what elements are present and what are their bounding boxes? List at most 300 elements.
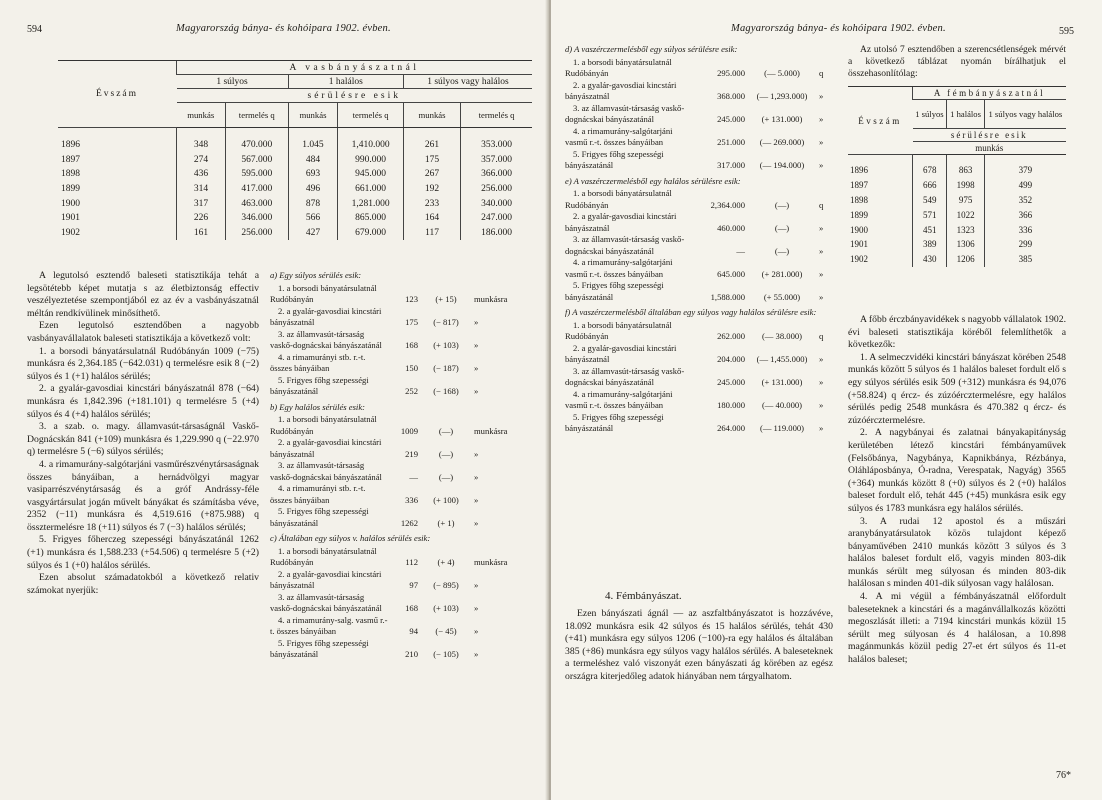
entry-value: 368.000 <box>717 91 745 101</box>
entry-name: 3. az államvasút-társaság vaskő-dognácskai bányászatánál <box>565 365 685 387</box>
entry-values <box>701 223 833 235</box>
table-row <box>58 153 532 168</box>
entry-value: 460.000 <box>717 222 745 233</box>
entry-value: 94 <box>409 626 418 636</box>
entry-unit: » <box>474 386 479 396</box>
entry-unit: » <box>819 160 824 170</box>
list-item <box>565 343 833 366</box>
entry-name: 1. a borsodi bányatársulatnál Rudóbányán <box>270 545 377 567</box>
entry-name: 2. a gyalár-gavosdiai kincstári bányászatnál <box>565 342 677 364</box>
serulesre-esik: sérülésre esik <box>177 89 533 103</box>
value-cell: 233 <box>403 196 460 211</box>
entry-values <box>380 495 532 507</box>
entry-value: 210 <box>405 649 418 659</box>
entry-name: 5. Frigyes főhg szepességi bányászatánál <box>565 411 664 433</box>
value-cell: 247.000 <box>461 211 532 226</box>
entry-value: 168 <box>405 340 418 350</box>
entry-unit: munkásra <box>474 557 508 567</box>
entry-unit: » <box>474 649 479 659</box>
unit-header: termelés q <box>225 103 288 128</box>
section-title-fem: 4. Fémbányászat. <box>605 590 682 602</box>
list-item <box>565 211 833 234</box>
entry-unit: » <box>474 448 479 459</box>
entry-unit: » <box>819 354 824 364</box>
value-cell: 336 <box>984 222 1066 237</box>
paragraph: 3. A rudai 12 apostol és a műszári aranybányatársulatok közös tulajdont képező bányaművében 2410 munkás között 3 súlyos és 3 halálos baleset fordult elő, vagyis minden 803-dik munkás sérült meg súlyosan és minden 803-dik halálosan s minden 401-dik súlyosan vagy halálosan. <box>848 515 1066 590</box>
subgroup-halalos: 1 halálos <box>947 100 984 129</box>
serulesre-esik: sérülésre esik <box>913 129 1067 142</box>
value-cell: 571 <box>913 207 947 222</box>
entry-change: (− 105) <box>433 649 459 659</box>
entry-name: 4. a rimamurány-salgótarjáni vasmű r.-t. összes bányáiban <box>565 125 673 147</box>
value-cell: 317 <box>177 196 226 211</box>
signature-mark: 76* <box>1056 770 1071 781</box>
col-evszam: Évszám <box>58 61 177 128</box>
entry-values <box>701 292 833 304</box>
entry-change: (— 269.000) <box>759 137 805 147</box>
entry-values <box>701 137 833 149</box>
entry-value: — <box>409 471 418 482</box>
entry-change: (—) <box>774 222 790 233</box>
unit-header: munkás <box>177 103 226 128</box>
year-cell: 1901 <box>61 213 80 224</box>
paragraph: Ezen bányászati ágnál — az aszfaltbányászatot is hozzávéve, 18.092 munkásra esik 42 súlyos és 15 halálos sérülés, tehát 430 (+41) munkásra egy súlyos 1206 (−100)-ra egy halálos és általában 385 (+86) munkásra egy súlyos vagy halálos sérülés. A baleseteknek a termeléshez való viszonyát ezen bányászati ág körében az egész országra kiterjedőleg adatok hiányában nem tárgyalhatom. <box>565 608 833 682</box>
year-cell: 1899 <box>850 209 868 220</box>
list-item <box>565 234 833 257</box>
metal-mining-table <box>848 86 1066 267</box>
ore-production-list <box>565 44 833 435</box>
entry-change: (— 194.000) <box>759 160 805 170</box>
unit-header: termelés q <box>338 103 404 128</box>
value-cell: 863 <box>947 155 984 178</box>
value-cell: 261 <box>403 128 460 153</box>
list-item <box>565 188 833 211</box>
entry-change: (− 187) <box>433 363 459 373</box>
entry-values <box>701 354 833 366</box>
entry-name: 5. Frigyes főhg szepességi bányászatánál <box>565 148 664 170</box>
paragraph: 1. A selmeczvidéki kincstári bányászat körében 2548 munkás között 5 súlyos és 1 halálos baleset fordult elő s egy súlyos sérülés esik 509 (+312) munkásra és 94,076 (+58.824) q ércz- és zúzóércztermelésre, egy halálos sérülés pedig 2548 munkásra és 470.382 q ércz- és zúzóércztermelésre. <box>848 351 1066 426</box>
section-heading: d) A vaszérczermelésből egy súlyos sérülésre esik: <box>565 44 738 54</box>
section-heading: a) Egy súlyos sérülés esik: <box>270 270 362 280</box>
subgroup-sulyos-vagy-halalos: 1 súlyos vagy halálos <box>403 75 532 89</box>
entry-values <box>701 423 833 435</box>
entry-unit: » <box>474 471 479 482</box>
left-page <box>0 0 549 800</box>
year-cell: 1900 <box>61 198 80 209</box>
year-cell: 1902 <box>850 254 868 265</box>
entry-name: 1. a borsodi bányatársulatnál Rudóbányán <box>565 319 672 341</box>
entry-change: (+ 4) <box>437 557 455 567</box>
list-item <box>565 126 833 149</box>
entry-unit: » <box>819 91 824 101</box>
entry-values <box>701 91 833 103</box>
entry-name: 4. a rimamurány-salgótarjáni vasmű r.-t. összes bányáiban <box>565 388 673 410</box>
list-item <box>565 149 833 172</box>
entry-value: 2,364.000 <box>710 199 745 210</box>
value-cell: 346.000 <box>225 211 288 226</box>
value-cell: 366 <box>984 207 1066 222</box>
list-item <box>270 615 532 638</box>
entry-name: 3. az államvasút-társaság vaskő-dognácskai bányászatánál <box>565 102 685 124</box>
entry-change: (+ 103) <box>433 340 459 350</box>
entry-values <box>701 377 833 389</box>
list-item <box>270 306 532 329</box>
entry-change: (+ 55.000) <box>763 291 801 302</box>
entry-name: 5. Frigyes főhg szepességi bányászatánál <box>270 506 369 528</box>
unit-header: munkás <box>403 103 460 128</box>
list-item <box>565 412 833 435</box>
right-page <box>551 0 1102 800</box>
paragraph: 5. Frigyes főherczeg szepességi bányászatánál 1262 (+1) munkásra és 1,588.233 (+54.506) q termelésre 5 (+2) súlyos és 1 (+0) halálos sérülés. <box>27 534 259 571</box>
value-cell: 865.000 <box>338 211 404 226</box>
value-cell: 484 <box>288 153 338 168</box>
year-cell: 1901 <box>850 239 868 250</box>
page-number-right: 595 <box>1059 26 1074 37</box>
entry-name: 5. Frigyes főhg szepességi bányászatánál <box>565 280 664 302</box>
year-cell: 1902 <box>61 227 80 238</box>
value-cell: 366.000 <box>461 167 532 182</box>
value-cell: 353.000 <box>461 128 532 153</box>
entry-values <box>380 363 532 375</box>
entry-value: 204.000 <box>717 354 745 364</box>
entry-unit: munkásra <box>474 425 508 436</box>
subgroup-sulyos: 1 súlyos <box>913 100 947 129</box>
entry-unit: » <box>474 626 479 636</box>
table-row <box>848 155 1066 178</box>
value-cell: 678 <box>913 155 947 178</box>
entry-change: (+ 281.000) <box>761 268 803 279</box>
entry-values <box>701 246 833 258</box>
entry-values <box>701 400 833 412</box>
entry-name: 2. a gyalár-gavosdiai kincstári bányászatnál <box>270 437 382 459</box>
entry-name: 5. Frigyes főhg szepességi bányászatánál <box>270 374 369 396</box>
list-item <box>270 460 532 483</box>
entry-unit: » <box>474 494 479 505</box>
entry-unit: » <box>474 580 479 590</box>
entry-value: 262.000 <box>717 331 745 341</box>
entry-change: (— 119.000) <box>759 423 805 433</box>
section-heading: e) A vaszérczermelésből egy halálos sérülésre esik: <box>565 175 741 186</box>
entry-unit: » <box>819 400 824 410</box>
list-item <box>270 329 532 352</box>
table-row <box>848 178 1066 193</box>
entry-unit: » <box>819 137 824 147</box>
value-cell: 1022 <box>947 207 984 222</box>
value-cell: 314 <box>177 182 226 197</box>
list-item <box>270 352 532 375</box>
entry-values <box>701 269 833 281</box>
list-item <box>565 257 833 280</box>
entry-value: 252 <box>405 386 418 396</box>
value-cell: 274 <box>177 153 226 168</box>
section-heading: f) A vaszérczermelésből általában egy súlyos vagy halálos sérülésre esik: <box>565 307 817 317</box>
value-cell: 436 <box>177 167 226 182</box>
paragraph: Ezen absolut számadatokból a következő relativ számokat nyerjük: <box>27 572 259 596</box>
year-cell: 1896 <box>61 140 80 151</box>
entry-unit: q <box>819 68 824 78</box>
value-cell: 1306 <box>947 237 984 252</box>
paragraph: 2. a gyalár-gavosdiai kincstári bányászatnál 878 (−64) munkásra és 1,842.396 (+181.101) q termelésre 5 (+4) súlyos és 4 (+4) halálos sérülés; <box>27 383 259 420</box>
entry-values <box>380 518 532 530</box>
entry-change: (− 817) <box>433 317 459 327</box>
entry-change: (—) <box>438 448 454 459</box>
table-row <box>848 207 1066 222</box>
entry-unit: » <box>474 603 479 613</box>
running-head-right: Magyarország bánya- és kohóipara 1902. évben. <box>731 23 946 34</box>
entry-value: 112 <box>405 557 418 567</box>
paragraph: Ezen legutolsó esztendőben a nagyobb vasbányavállalatok baleseti statisztikája a következő volt: <box>27 320 259 344</box>
list-item <box>565 320 833 343</box>
list-item <box>270 569 532 592</box>
entry-name: 2. a gyalár-gavosdiai kincstári bányászatnál <box>270 568 382 590</box>
value-cell: 379 <box>984 155 1066 178</box>
entry-unit: » <box>474 340 479 350</box>
entry-change: (+ 131.000) <box>761 377 803 387</box>
value-cell: 566 <box>288 211 338 226</box>
value-cell: 499 <box>984 178 1066 193</box>
entry-values <box>380 449 532 461</box>
year-cell: 1899 <box>61 184 80 195</box>
year-cell: 1897 <box>61 154 80 165</box>
entry-name: 5. Frigyes főhg szepességi bányászatánál <box>270 637 369 659</box>
table-row <box>848 222 1066 237</box>
list-item <box>270 437 532 460</box>
entry-change: (− 895) <box>433 580 459 590</box>
value-cell: 1998 <box>947 178 984 193</box>
entry-value: 317.000 <box>717 160 745 170</box>
unit-header: munkás <box>288 103 338 128</box>
paragraph: 1. a borsodi bányatársulatnál Rudóbányán 1009 (−75) munkásra és 2,364.185 (−642.031) q termelésre esik 8 (−2) súlyos és 1 (+1) halálos sérülés; <box>27 345 259 382</box>
list-item <box>270 592 532 615</box>
entry-value: 97 <box>409 580 418 590</box>
year-cell: 1900 <box>850 224 868 235</box>
value-cell: 567.000 <box>225 153 288 168</box>
unit-header: termelés q <box>461 103 532 128</box>
entry-values <box>380 580 532 592</box>
entry-value: 245.000 <box>717 377 745 387</box>
value-cell: 417.000 <box>225 182 288 197</box>
table-row <box>58 182 532 197</box>
year-cell: 1896 <box>850 165 868 176</box>
entry-unit: » <box>819 114 824 124</box>
entry-value: 264.000 <box>717 423 745 433</box>
entry-change: (+ 15) <box>435 294 457 304</box>
paragraph: A legutolsó esztendő baleseti statisztikája tehát a legsötétebb képet mutatja s az életbiztonság effectiv veszélyeztetése szempontjából ez az év a vasbányászatnál méltán rendkívülinek minősíthető. <box>27 270 259 319</box>
entry-values <box>380 626 532 638</box>
iron-mining-table <box>58 60 532 240</box>
value-cell: 451 <box>913 222 947 237</box>
paragraph: 4. a rimamurány-salgótarjáni vasműrészvénytársaságnak összes bányáiban, a hernádvölgyi magyar vasiparrészvénytársaság és a gróf Andrássy-féle vasgyártársulat jogán művelt bányákat és számításba véve, 2352 (−11) munkásra és 4,519.616 (+875.988) q össztermelésre 18 (+11) súlyos és 7 (−3) halálos sérülés; <box>27 458 259 533</box>
table-row <box>848 252 1066 267</box>
value-cell: 1,281.000 <box>338 196 404 211</box>
entry-values <box>380 472 532 484</box>
value-cell: 945.000 <box>338 167 404 182</box>
value-cell: 299 <box>984 237 1066 252</box>
list-item <box>270 414 532 437</box>
value-cell: 496 <box>288 182 338 197</box>
value-cell: 164 <box>403 211 460 226</box>
entry-values <box>380 557 532 569</box>
entry-change: (— 40.000) <box>761 400 803 410</box>
value-cell: 348 <box>177 128 226 153</box>
entry-unit: q <box>819 331 824 341</box>
page-number-left: 594 <box>27 24 42 35</box>
value-cell: 1,410.000 <box>338 128 404 153</box>
entry-values <box>701 160 833 172</box>
value-cell: 549 <box>913 193 947 208</box>
unit-header: munkás <box>913 142 1067 155</box>
entry-unit: » <box>474 317 479 327</box>
list-item <box>270 506 532 529</box>
list-item <box>565 366 833 389</box>
entry-value: 180.000 <box>717 400 745 410</box>
entry-unit: » <box>474 363 479 373</box>
entry-unit: » <box>819 222 824 233</box>
subgroup-sulyos: 1 súlyos <box>177 75 289 89</box>
value-cell: 226 <box>177 211 226 226</box>
subgroup-sulyos-vagy-halalos: 1 súlyos vagy halálos <box>984 100 1066 129</box>
entry-value: 168 <box>405 603 418 613</box>
value-cell: 385 <box>984 252 1066 267</box>
entry-change: (— 38.000) <box>761 331 803 341</box>
value-cell: 389 <box>913 237 947 252</box>
entry-values <box>380 340 532 352</box>
entry-values <box>380 294 532 306</box>
entry-values <box>701 331 833 343</box>
relative-figures-list <box>270 270 532 661</box>
entry-values <box>380 317 532 329</box>
value-cell: 1.045 <box>288 128 338 153</box>
intro-paragraph <box>848 44 1066 80</box>
entry-value: 219 <box>405 448 418 459</box>
entry-values <box>380 649 532 661</box>
value-cell: 192 <box>403 182 460 197</box>
entry-value: 295.000 <box>717 68 745 78</box>
entry-change: (+ 1) <box>437 517 455 528</box>
entry-value: 1,588.000 <box>710 291 745 302</box>
list-item <box>270 483 532 506</box>
list-item <box>565 103 833 126</box>
col-evszam: Évszám <box>848 87 913 155</box>
group-label: A fémbányászatnál <box>913 87 1067 100</box>
table-row <box>58 167 532 182</box>
entry-unit: » <box>819 245 824 256</box>
list-item <box>565 57 833 80</box>
entry-name: 1. a borsodi bányatársulatnál Rudóbányán <box>270 414 377 436</box>
entry-values <box>701 68 833 80</box>
value-cell: 1206 <box>947 252 984 267</box>
entry-value: — <box>736 245 745 256</box>
value-cell: 117 <box>403 226 460 241</box>
entry-change: (+ 100) <box>433 494 459 505</box>
entry-values <box>380 386 532 398</box>
value-cell: 463.000 <box>225 196 288 211</box>
paragraph: Az utolsó 7 esztendőben a szerencsétlenségek mérvét a következő táblázat nyomán bírálhatjuk el összehasonlítólag: <box>848 45 1066 79</box>
table-row <box>58 226 532 241</box>
entry-change: (—) <box>774 245 790 256</box>
entry-name: 4. a rimamurány-salgótarjáni vasmű r.-t. összes bányáiban <box>565 257 673 279</box>
entry-unit: » <box>819 291 824 302</box>
entry-value: 175 <box>405 317 418 327</box>
right-body-text <box>848 314 1066 667</box>
entry-name: 3. az államvasút-társaság vaskő-dognácskai bányászatánál <box>565 234 685 256</box>
entry-values <box>380 426 532 438</box>
entry-name: 4. a rimamurányi stb. r.-t. összes bányáiban <box>270 483 366 505</box>
entry-name: 2. a gyalár-gavosdiai kincstári bányászatnál <box>270 305 382 327</box>
entry-change: (+ 103) <box>433 603 459 613</box>
entry-change: (— 1,455.000) <box>756 354 808 364</box>
list-item <box>565 80 833 103</box>
left-body-text <box>27 270 259 597</box>
entry-name: 3. az államvasút-társaság vaskő-dognácskai bányászatánál <box>270 328 382 350</box>
entry-values <box>701 200 833 212</box>
value-cell: 975 <box>947 193 984 208</box>
running-head-left: Magyarország bánya- és kohóipara 1902. évben. <box>176 23 391 34</box>
year-cell: 1898 <box>61 169 80 180</box>
entry-name: 1. a borsodi bányatársulatnál Rudóbányán <box>565 56 672 78</box>
value-cell: 693 <box>288 167 338 182</box>
entry-values <box>701 114 833 126</box>
list-item <box>270 283 532 306</box>
fem-paragraph <box>565 608 833 684</box>
table-row <box>58 128 532 153</box>
entry-unit: » <box>474 517 479 528</box>
list-item <box>565 389 833 412</box>
entry-change: (− 45) <box>435 626 457 636</box>
value-cell: 161 <box>177 226 226 241</box>
entry-change: (— 1,293.000) <box>756 91 808 101</box>
entry-name: 1. a borsodi bányatársulatnál Rudóbányán <box>565 188 672 210</box>
entry-value: 245.000 <box>717 114 745 124</box>
value-cell: 470.000 <box>225 128 288 153</box>
entry-value: 645.000 <box>717 268 745 279</box>
value-cell: 175 <box>403 153 460 168</box>
table-row <box>848 237 1066 252</box>
paragraph: A főbb érczbányavidékek s nagyobb vállalatok 1902. évi baleseti statisztikája köréből felemlíthetők a következők: <box>848 314 1066 351</box>
entry-name: 2. a gyalár-gavosdiai kincstári bányászatnál <box>565 79 677 101</box>
value-cell: 661.000 <box>338 182 404 197</box>
value-cell: 352 <box>984 193 1066 208</box>
list-item <box>270 638 532 661</box>
entry-value: 336 <box>405 494 418 505</box>
value-cell: 878 <box>288 196 338 211</box>
entry-unit: » <box>819 268 824 279</box>
entry-values <box>380 603 532 615</box>
table-row <box>58 196 532 211</box>
entry-name: 4. a rimamurányi stb. r.-t. összes bányáiban <box>270 351 366 373</box>
value-cell: 267 <box>403 167 460 182</box>
entry-change: (—) <box>438 425 454 436</box>
entry-change: (+ 131.000) <box>761 114 803 124</box>
entry-name: 2. a gyalár-gavosdiai kincstári bányászatnál <box>565 211 677 233</box>
year-cell: 1897 <box>850 180 868 191</box>
entry-value: 123 <box>405 294 418 304</box>
entry-value: 150 <box>405 363 418 373</box>
entry-change: (—) <box>438 471 454 482</box>
entry-unit: » <box>819 377 824 387</box>
table-row <box>58 211 532 226</box>
year-cell: 1898 <box>850 194 868 205</box>
entry-name: 1. a borsodi bányatársulatnál Rudóbányán <box>270 282 377 304</box>
entry-unit: » <box>819 423 824 433</box>
value-cell: 430 <box>913 252 947 267</box>
value-cell: 679.000 <box>338 226 404 241</box>
entry-change: (—) <box>774 199 790 210</box>
value-cell: 595.000 <box>225 167 288 182</box>
entry-change: (− 168) <box>433 386 459 396</box>
group-label: A vasbányászatnál <box>177 61 533 75</box>
entry-change: (— 5.000) <box>764 68 800 78</box>
